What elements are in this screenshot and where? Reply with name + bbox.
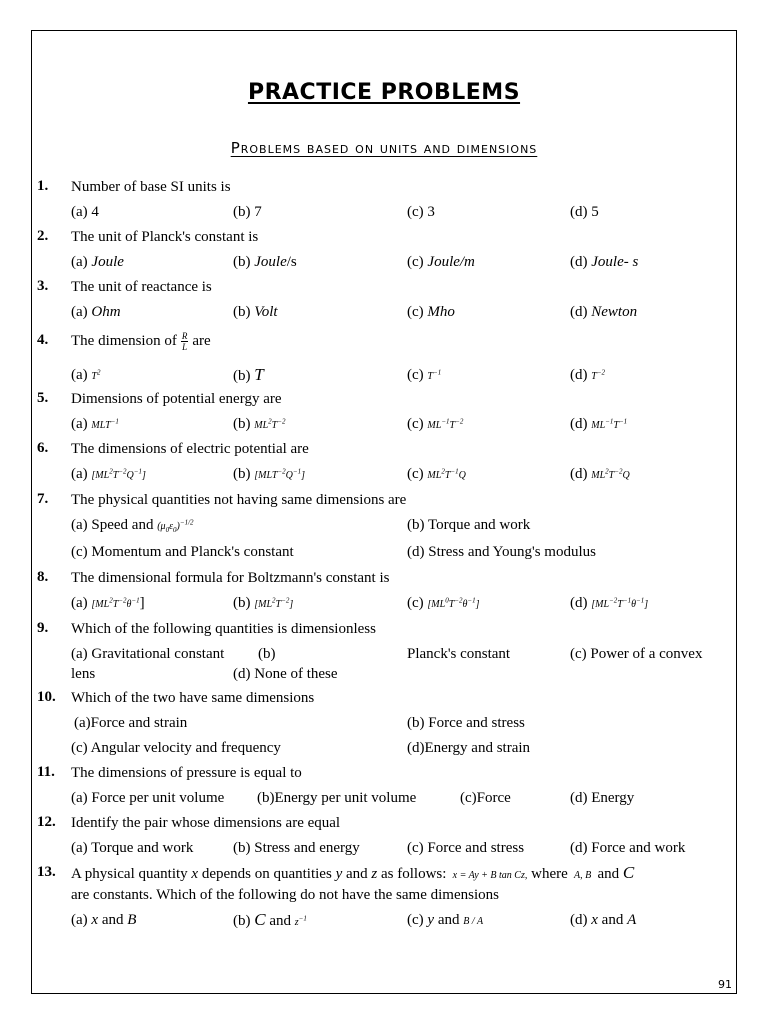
option-c: (c) $ML^2T^{-1}Q$ xyxy=(407,466,466,482)
option-b: (b) $[ML^2T^{-2}]$ xyxy=(233,595,294,611)
option-c: (c) $[ML^0T^{-2}\theta^{-1}]$ xyxy=(407,595,480,611)
option-b: (b) C and $z^{-1}$ xyxy=(233,910,307,929)
option-b: (b) Stress and energy xyxy=(233,840,360,856)
option-d: (d) Stress and Young's modulus xyxy=(407,544,596,560)
option-b: (b) $[MLT^{-2}Q^{-1}]$ xyxy=(233,466,306,482)
question-text-continued: are constants. Which of the following do not have the same dimensions xyxy=(71,887,499,903)
option-d: (d) 5 xyxy=(570,204,599,220)
formula: $MLT^{-1}$ xyxy=(91,417,119,431)
question-text: The dimensions of electric potential are xyxy=(71,441,309,457)
formula: $ML^2T^{-2}Q$ xyxy=(591,467,630,481)
question-text: Identify the pair whose dimensions are equal xyxy=(71,815,341,831)
question-number: 8. xyxy=(37,569,49,585)
fraction-r-over-l: $\frac{R}{L}$ xyxy=(181,331,188,353)
option-b: (b) Force and stress xyxy=(407,715,525,731)
option-c: (c) $T^{-1}$ xyxy=(407,367,442,383)
question-number: 13. xyxy=(37,864,56,880)
question-text: The unit of reactance is xyxy=(71,279,212,295)
formula: $[ML^2T^{-2}Q^{-1}]$ xyxy=(91,467,146,481)
question-text: A physical quantity x depends on quantities y and z as follows: x = Ay + B tan Cz, where A, B and C xyxy=(71,863,635,882)
page-title: PRACTICE PROBLEMS xyxy=(247,80,521,105)
page-number: 91 xyxy=(718,978,732,991)
option-c: (c) Force and stress xyxy=(407,840,525,856)
option-c: (c)Force xyxy=(460,790,511,806)
question-text: Which of the two have same dimensions xyxy=(71,690,315,706)
option-b: (b)Energy per unit volume xyxy=(257,790,417,806)
option-d: (d) x and A xyxy=(570,912,637,928)
option-a: (a) Joule xyxy=(71,254,124,270)
option-b: (b) 7 xyxy=(233,204,262,220)
formula: $z^{-1}$ xyxy=(294,914,307,928)
option-d: (d) $T^{-2}$ xyxy=(570,367,606,383)
option-c: (c) y and B / A xyxy=(407,912,484,928)
question-text: The physical quantities not having same dimensions are xyxy=(71,492,407,508)
formula: x = Ay + B tan Cz, xyxy=(450,870,528,881)
question-text: The dimension of $\frac{R}{L}$ are xyxy=(71,331,211,353)
option-d: (d) $ML^{-1}T^{-1}$ xyxy=(570,416,628,432)
formula: $ML^{-1}T^{-2}$ xyxy=(427,417,464,431)
formula: B / A xyxy=(463,916,484,927)
option-b: (b) xyxy=(258,646,276,662)
formula: $ML^2T^{-2}$ xyxy=(254,417,286,431)
formula: $[ML^2T^{-2}]$ xyxy=(254,596,294,610)
formula: $[MLT^{-2}Q^{-1}]$ xyxy=(254,467,306,481)
formula: $T^{-2}$ xyxy=(591,368,606,382)
question-text: Which of the following quantities is dimensionless xyxy=(71,621,376,637)
option-a: (a) Gravitational constant xyxy=(71,646,225,662)
option-b: (b) Torque and work xyxy=(407,517,531,533)
formula: $T^2$ xyxy=(91,368,101,382)
option-c: (c) Angular velocity and frequency xyxy=(71,740,281,756)
question-text: The dimensional formula for Boltzmann's constant is xyxy=(71,570,390,586)
option-d: (d) Force and work xyxy=(570,840,686,856)
page-subtitle: Problems based on units and dimensions xyxy=(230,139,538,157)
option-c: (c) Power of a convex xyxy=(570,646,703,662)
option-d: (d) $[ML^{-2}T^{-1}\theta^{-1}]$ xyxy=(570,595,649,611)
question-text: The unit of Planck's constant is xyxy=(71,229,259,245)
option-c: (c) 3 xyxy=(407,204,435,220)
formula: $ML^2T^{-1}Q$ xyxy=(427,467,466,481)
formula: $ML^{-1}T^{-1}$ xyxy=(591,417,628,431)
question-number: 5. xyxy=(37,390,49,406)
question-number: 9. xyxy=(37,620,49,636)
option-a: (a) $[ML^2T^{-2}\theta^{-1}]$ xyxy=(71,595,145,611)
option-d: (d) $ML^2T^{-2}Q$ xyxy=(570,466,630,482)
option-a: (a) Force per unit volume xyxy=(71,790,225,806)
option-b: (b) $ML^2T^{-2}$ xyxy=(233,416,286,432)
option-a: (a) 4 xyxy=(71,204,99,220)
option-d: (d) Energy xyxy=(570,790,635,806)
option-a: (a) $T^2$ xyxy=(71,367,101,383)
question-number: 2. xyxy=(37,228,49,244)
formula: A, B xyxy=(571,870,594,881)
formula: $[ML^0T^{-2}\theta^{-1}]$ xyxy=(427,596,480,610)
formula: [$ML^2T^{-2}\theta^{-1}$ xyxy=(91,596,140,610)
formula: $[ML^{-2}T^{-1}\theta^{-1}]$ xyxy=(591,596,649,610)
question-number: 4. xyxy=(37,332,49,348)
option-d: (d) Joule- s xyxy=(570,254,639,270)
option-d: (d)Energy and strain xyxy=(407,740,531,756)
option-a: (a) $MLT^{-1}$ xyxy=(71,416,119,432)
question-number: 1. xyxy=(37,178,49,194)
question-number: 7. xyxy=(37,491,49,507)
question-number: 12. xyxy=(37,814,56,830)
question-text: Dimensions of potential energy are xyxy=(71,391,282,407)
option-c: (c) Joule/m xyxy=(407,254,475,270)
option-a: (a) Torque and work xyxy=(71,840,194,856)
option-c: (c) $ML^{-1}T^{-2}$ xyxy=(407,416,464,432)
option-a: (a) x and B xyxy=(71,912,137,928)
option-a: (a) Ohm xyxy=(71,304,121,320)
option-b-text: Planck's constant xyxy=(407,646,511,662)
question-text: The dimensions of pressure is equal to xyxy=(71,765,302,781)
question-number: 10. xyxy=(37,689,56,705)
option-a: (a) $[ML^2T^{-2}Q^{-1}]$ xyxy=(71,466,146,482)
option-a: (a)Force and strain xyxy=(74,715,188,731)
question-number: 6. xyxy=(37,440,49,456)
option-b: (b) Joule/s xyxy=(233,254,297,270)
option-b: (b) T xyxy=(233,365,264,384)
option-d: (d) Newton xyxy=(570,304,638,320)
question-number: 3. xyxy=(37,278,49,294)
question-text: Number of base SI units is xyxy=(71,179,231,195)
formula: $T^{-1}$ xyxy=(427,368,442,382)
question-number: 11. xyxy=(37,764,55,780)
option-c-continued: lens xyxy=(71,666,96,682)
option-b: (b) Volt xyxy=(233,304,278,320)
formula: $(\mu_0\varepsilon_0)^{-1/2}$ xyxy=(157,518,194,534)
option-c: (c) Mho xyxy=(407,304,455,320)
option-a: (a) Speed and $(\mu_0\varepsilon_0)^{-1/2}$ xyxy=(71,517,194,534)
option-c: (c) Momentum and Planck's constant xyxy=(71,544,294,560)
option-d: (d) None of these xyxy=(233,666,338,682)
